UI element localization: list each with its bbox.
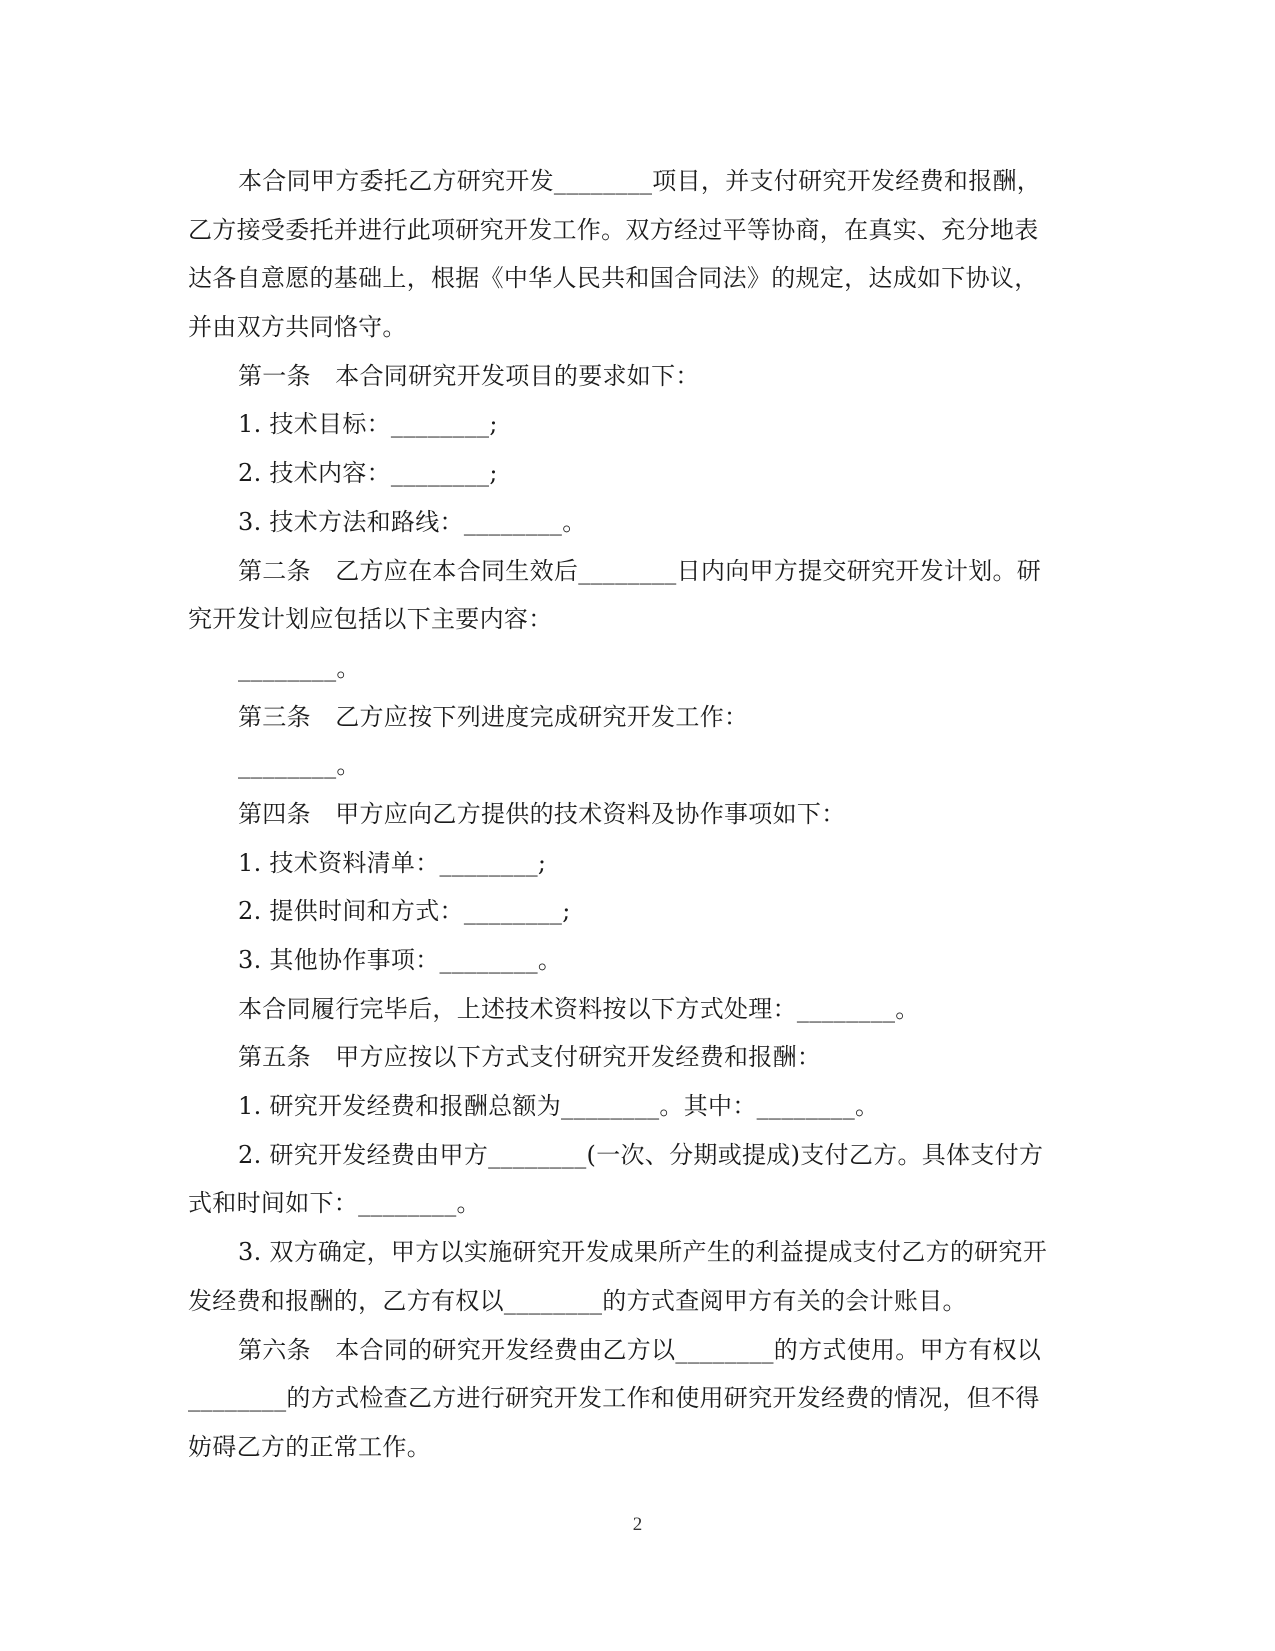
article-heading: 第二条 乙方应在本合同生效后________日内向甲方提交研究开发计划。研 [238,556,1042,585]
list-item: 1. 研究开发经费和报酬总额为________。其中：________。 [238,1092,880,1121]
contract-body [188,157,1068,1472]
text-line: 达各自意愿的基础上，根据《中华人民共和国合同法》的规定，达成如下协议， [188,264,1039,293]
list-item: 1. 技术资料清单：________; [238,848,547,877]
list-item: 2. 技术内容：________; [238,459,498,488]
text-line: 发经费和报酬的，乙方有权以________的方式查阅甲方有关的会计账目。 [188,1286,967,1315]
article-heading: 第六条 本合同的研究开发经费由乙方以________的方式使用。甲方有权以 [238,1335,1042,1364]
text-line: 本合同甲方委托乙方研究开发________项目，并支付研究开发经费和报酬， [238,167,1042,195]
text-line: 究开发计划应包括以下主要内容： [188,605,553,634]
text-line: 本合同履行完毕后，上述技术资料按以下方式处理：________。 [238,994,920,1023]
text-line: ________的方式检查乙方进行研究开发工作和使用研究开发经费的情况，但不得 [188,1384,1040,1413]
text-line: 妨碍乙方的正常工作。 [188,1432,431,1461]
text-line: 并由双方共同恪守。 [188,313,407,342]
list-item: 2. 提供时间和方式：________; [238,897,571,926]
list-item: 3. 技术方法和路线：________。 [238,507,587,536]
text-line: 乙方接受委托并进行此项研究开发工作。双方经过平等协商，在真实、充分地表 [188,215,1039,244]
list-item: 3. 双方确定，甲方以实施研究开发成果所产生的利益提成支付乙方的研究开 [238,1238,1048,1267]
list-item: 3. 其他协作事项：________。 [238,946,563,974]
list-item: 2. 研究开发经费由甲方________(一次、分期或提成)支付乙方。具体支付方 [238,1140,1044,1169]
article-heading: 第五条 甲方应按以下方式支付研究开发经费和报酬： [238,1043,822,1072]
article-heading: 第三条 乙方应按下列进度完成研究开发工作： [238,702,749,731]
list-item: 1. 技术目标：________; [238,410,498,439]
article-heading: 第四条 甲方应向乙方提供的技术资料及协作事项如下： [238,799,846,828]
page-number: 2 [632,1514,643,1535]
blank-field-line: ________。 [238,751,361,780]
article-heading: 第一条 本合同研究开发项目的要求如下： [238,361,700,390]
text-line: 式和时间如下：________。 [188,1189,481,1218]
blank-field-line: ________。 [238,653,361,682]
